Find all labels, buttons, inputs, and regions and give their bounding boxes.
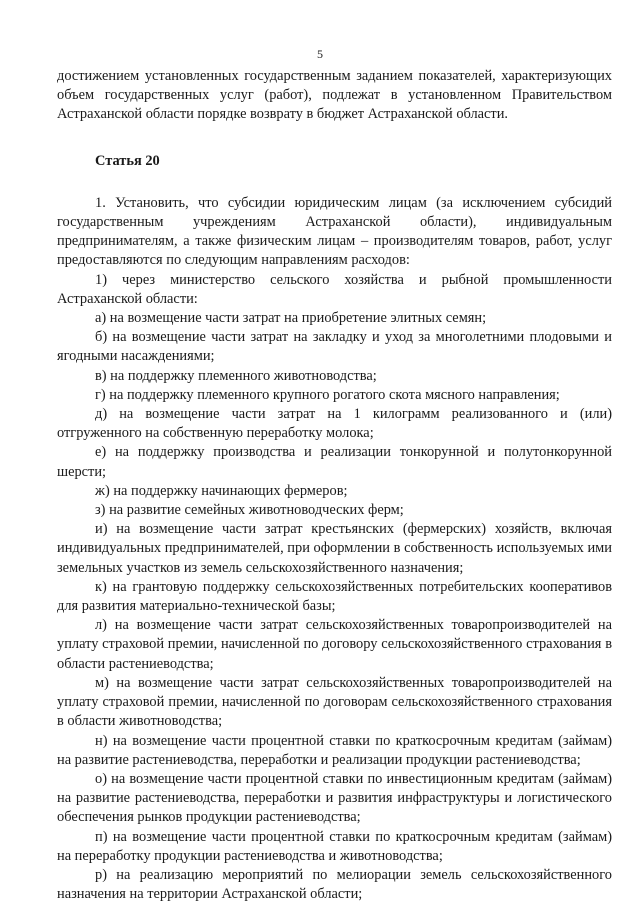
item-o: о) на возмещение части процентной ставки по инвестиционным кредитам (займам) на развитие растениеводства, переработки и развития инфраструктуры и логистического обеспечения рынков продукции растениеводства; [57,770,612,826]
item-p: п) на возмещение части процентной ставки по краткосрочным кредитам (займам) на переработку продукции растениеводства и животноводства; [57,828,612,864]
article-heading: Статья 20 [95,152,160,169]
item-n: н) на возмещение части процентной ставки по краткосрочным кредитам (займам) на развитие растениеводства, переработки и реализации продукции растениеводства; [57,732,612,768]
item-k: к) на грантовую поддержку сельскохозяйственных потребительских кооперативов для развития материально-технической базы; [57,578,612,615]
item-d: д) на возмещение части затрат на 1 килограмм реализованного и (или) отгруженного на собственную переработку молока; [57,406,612,442]
item-z: з) на развитие семейных животноводческих ферм; [95,502,404,519]
item-i: и) на возмещение части затрат крестьянских (фермерских) хозяйств, включая индивидуальных предпринимателей, при оформлении в собственность используемых ими земельных участков из земель сельскохозяйственного назначения; [57,521,612,576]
item-r: р) на реализацию мероприятий по мелиорации земель сельскохозяйственного назначения на территории Астраханской области; [57,866,612,903]
item-v: в) на поддержку племенного животноводства; [95,367,377,384]
item-a: а) на возмещение части затрат на приобретение элитных семян; [95,310,487,327]
item-zh: ж) на поддержку начинающих фермеров; [95,482,348,499]
item-l: л) на возмещение части затрат сельскохозяйственных товаропроизводителей на уплату страховой премии, начисленной по договору сельскохозяйственного страхования в области растениеводства; [57,617,612,672]
paragraph-1-1: 1) через министерство сельского хозяйства и рыбной промышленности Астраханской области: [57,271,612,307]
intro-paragraph: достижением установленных государственным заданием показателей, характеризующих объем государственных услуг (работ), подлежат в установленном Правительством Астраханской области порядке возврату в бюджет Астраханской области. [57,68,612,123]
item-e: е) на поддержку производства и реализации тонкорунной и полутонкорунной шерсти; [57,444,612,480]
item-g: г) на поддержку племенного крупного рогатого скота мясного направления; [95,386,560,403]
item-m: м) на возмещение части затрат сельскохозяйственных товаропроизводителей на уплату страховой премии, начисленной по договорам сельскохозяйственного страхования в области животноводства; [57,674,612,730]
paragraph-1: 1. Установить, что субсидии юридическим лицам (за исключением субсидий государственным учреждениям Астраханской области), индивидуальным предпринимателям, а также физическим лицам – производителям товаров, работ, услуг предоставляются по следующим направлениям расходов: [57,194,612,269]
document-body [57,67,612,904]
page-number: 5 [317,47,323,61]
item-b: б) на возмещение части затрат на закладку и уход за многолетними плодовыми и ягодными насаждениями; [57,329,612,365]
